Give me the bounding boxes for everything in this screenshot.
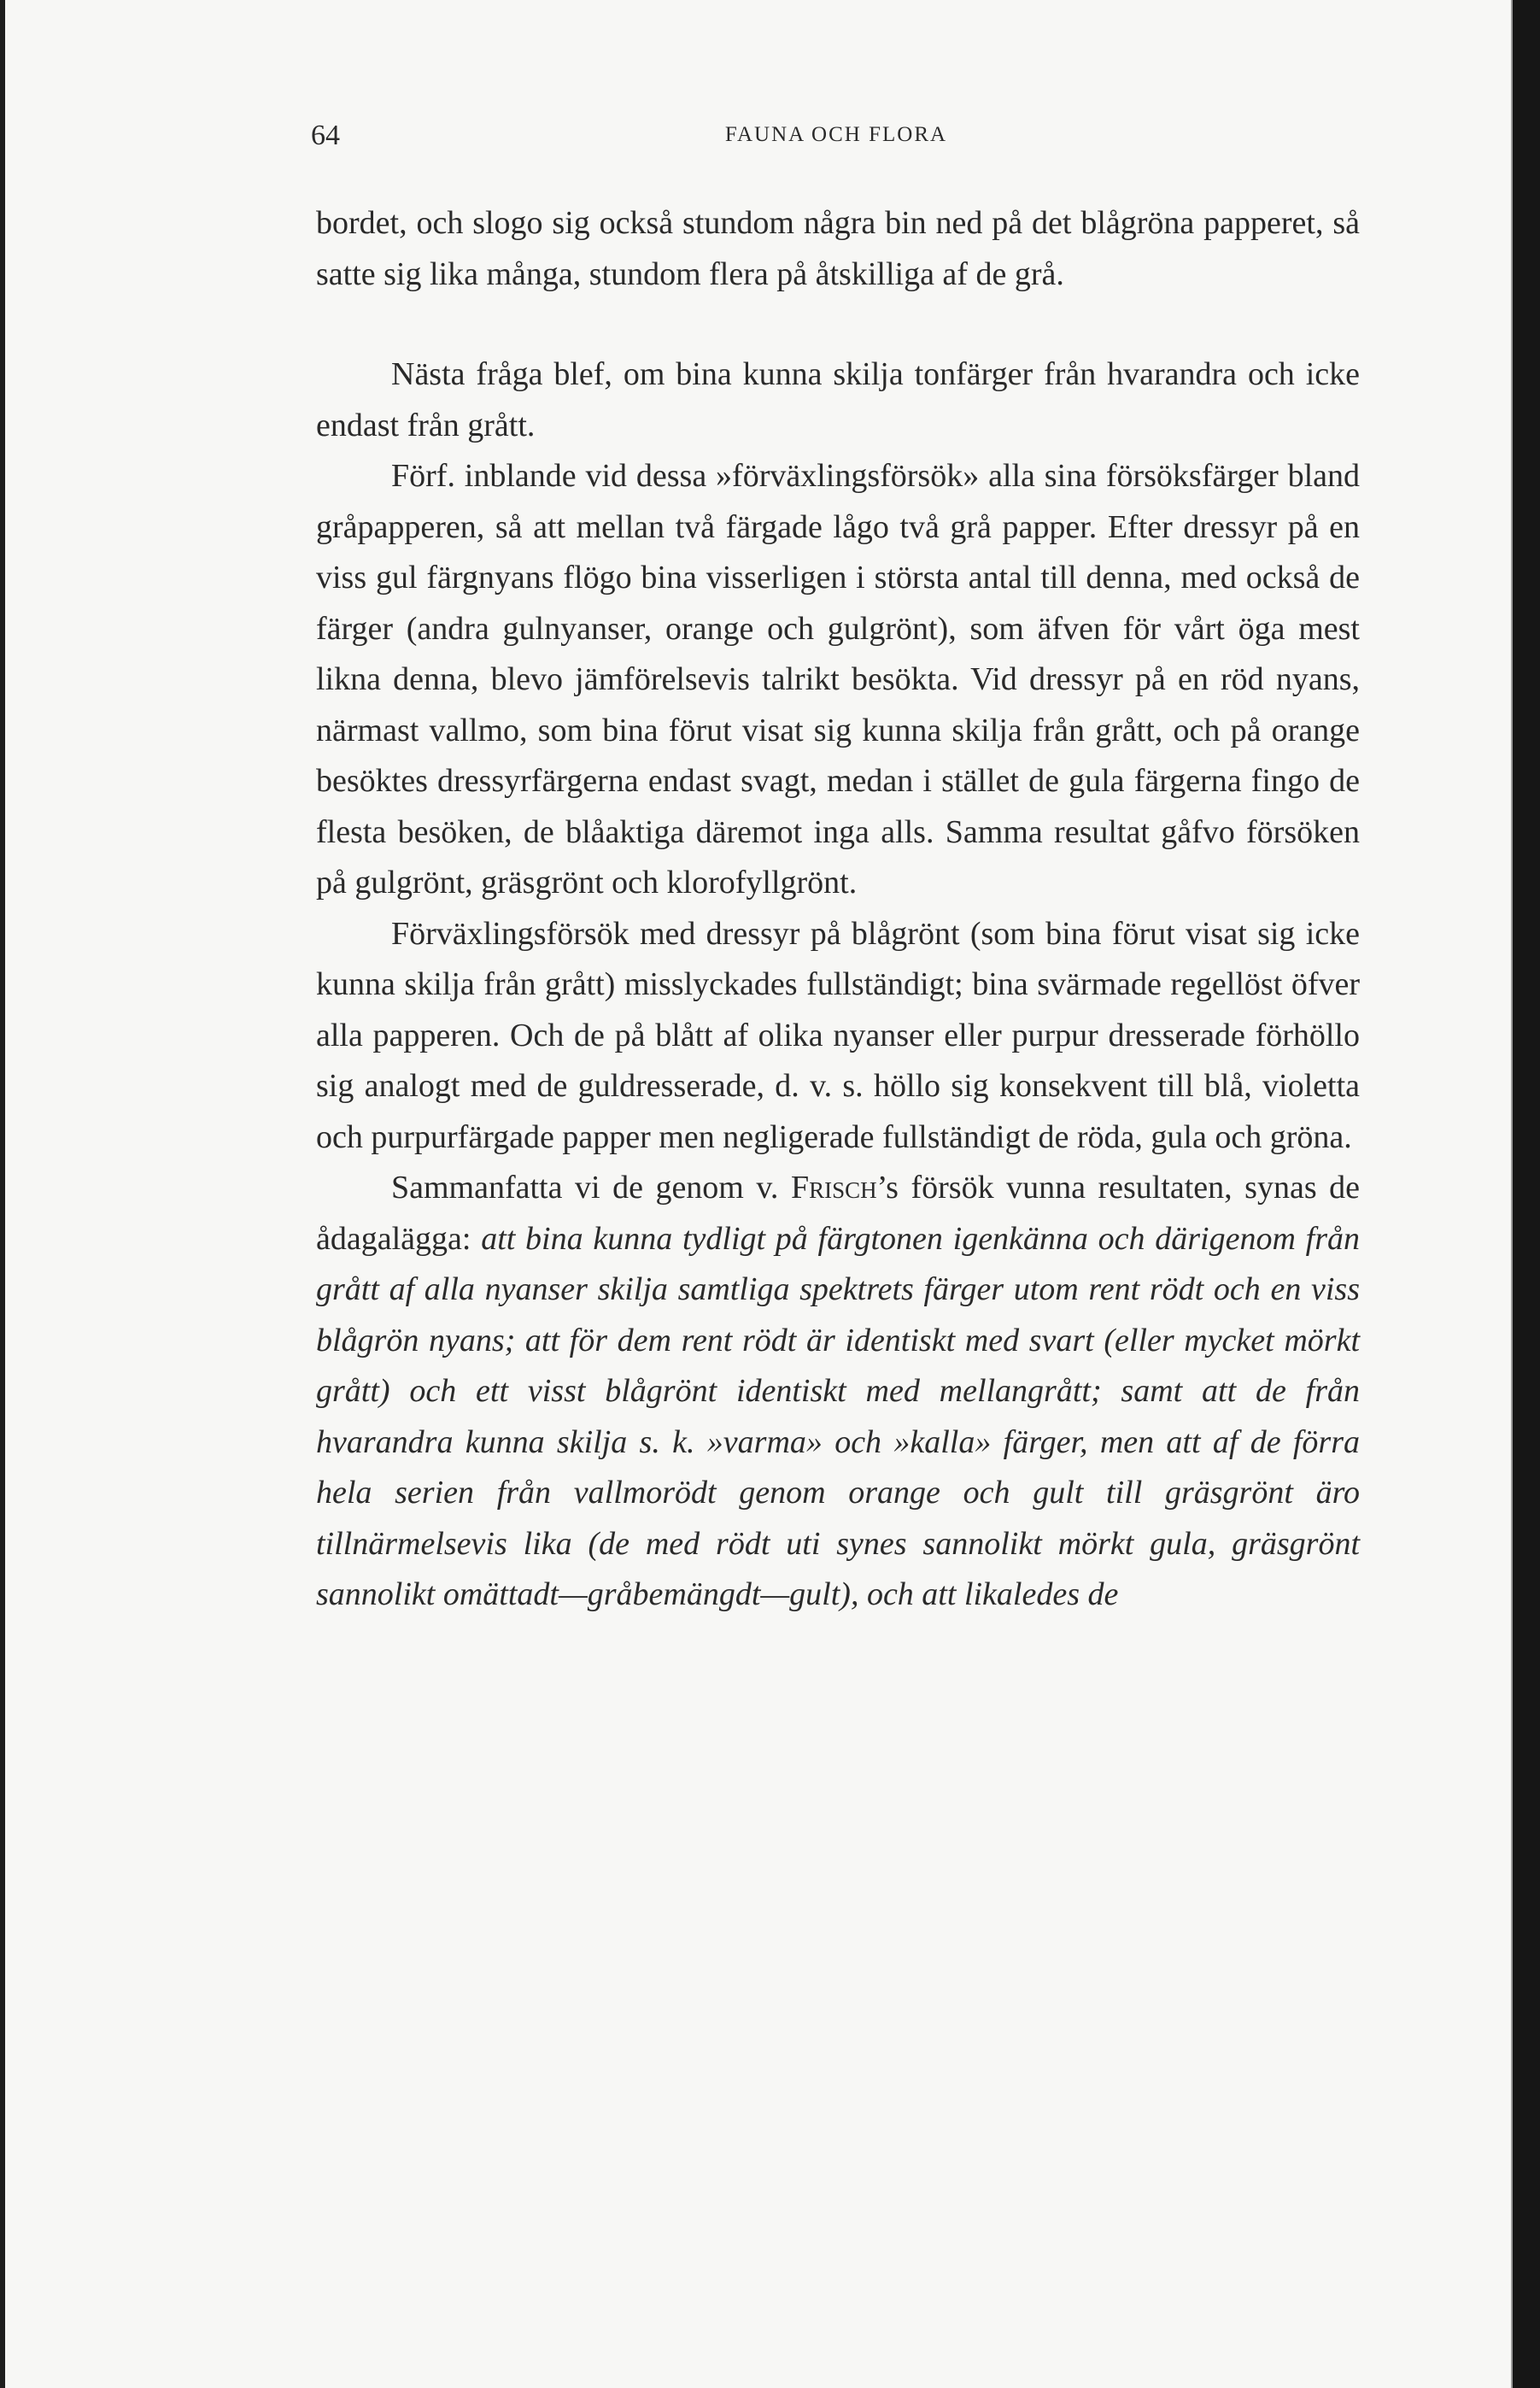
paragraph-summary [316,1163,1360,1621]
page-header [311,120,1361,171]
body-text [316,198,1360,1621]
running-title: FAUNA OCH FLORA [724,123,948,146]
paragraph: Förväxlingsförsök med dressyr på blågrönt (som bina förut visat sig icke kunna skilja från grått) misslyckades fullständigt; bina svärmade regellöst öfver alla papperen. Och de på blått af olika nyanser eller purpur dresserade förhöllo sig analogt med de guldresserade, d. v. s. höllo sig konsekvent till blå, violetta och purpurfärgade papper men negligerade fullständigt de röda, gula och gröna. [316,915,1360,1155]
author-name: Frisch [790,1170,877,1206]
italic-conclusion: att bina kunna tydligt på färgtonen igenkänna och därigenom från grått af alla nyanser skilja samtliga spektrets färger utom rent rödt och en viss blågrön nyans; att för dem rent rödt är identiskt med svart (eller mycket mörkt grått) och ett visst blågrönt identiskt med mellangrått; samt att de från hvarandra kunna skilja s. k. »varma» och »kalla» färger, men att af de förra hela serien från vallmorödt genom orange och gult till gräsgrönt äro tillnärmelsevis lika (de med rödt uti synes sannolikt mörkt gula, gräsgrönt sannolikt omättadt—gråbemängdt—gult), och att likaledes de [316,1220,1361,1612]
summary-intro: ’s försök vunna resultaten, synas de ådagalägga: [316,1170,1360,1257]
summary-lead: Sammanfatta vi de genom v. [391,1170,779,1206]
page-number: 64 [311,120,340,151]
paragraph-continued: bordet, och slogo sig också stundom några bin ned på det blågröna papperet, så satte sig lika många, stundom flera på åtskilliga af de grå. [316,205,1360,292]
paragraph: Förf. inblande vid dessa »förväxlingsförsök» alla sina försöksfärger bland gråpapperen, så att mellan två färgade lågo två grå papper. Efter dressyr på en viss gul färgnyans flögo bina visserligen i största antal till denna, med också de färger (andra gulnyanser, orange och gulgrönt), som äfven för vårt öga mest likna denna, blevo jämförelsevis talrikt besökta. Vid dressyr på en röd nyans, närmast vallmo, som bina förut visat sig kunna skilja från grått, och på orange besöktes dressyrfärgerna endast svagt, medan i stället de gula färgerna fingo de flesta besöken, de blåaktiga däremot inga alls. Samma resultat gåfvo försöken på gulgrönt, gräsgrönt och klorofyllgrönt. [316,458,1360,901]
scan-right-edge [1513,0,1540,2388]
paragraph: Nästa fråga blef, om bina kunna skilja tonfärger från hvarandra och icke endast från grått. [316,356,1360,443]
book-page [5,0,1513,2388]
paragraph-gap [316,300,1360,349]
